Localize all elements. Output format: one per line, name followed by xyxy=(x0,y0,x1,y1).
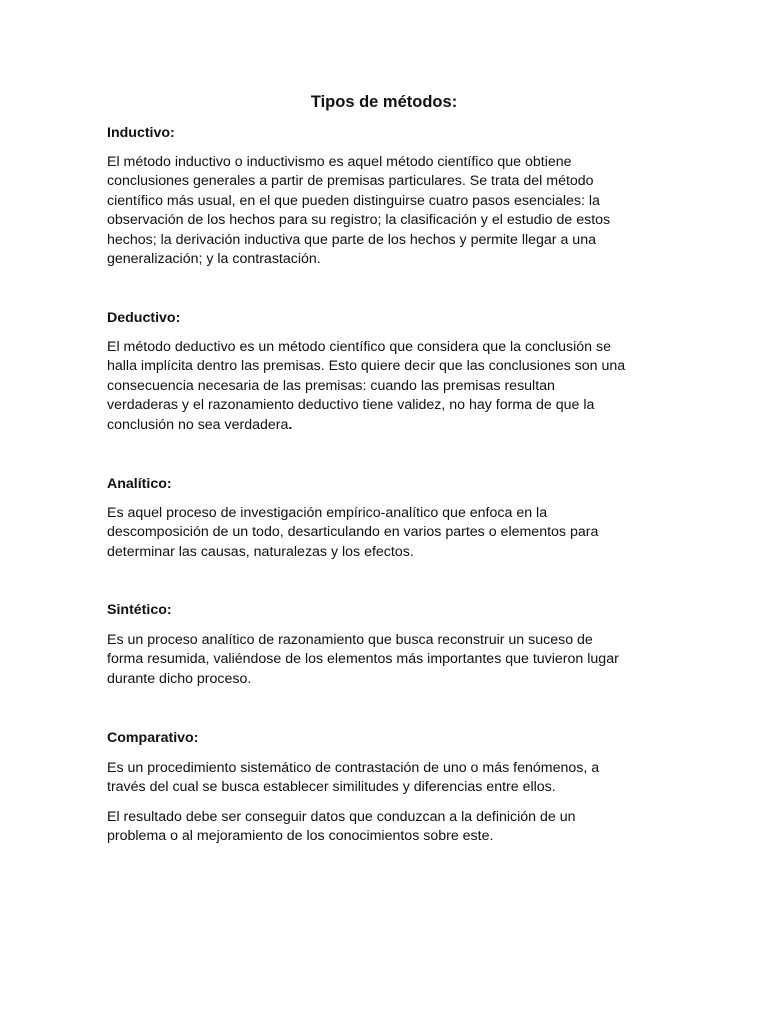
section-paragraph-analitico: Es aquel proceso de investigación empírico-analítico que enfoca en la descomposición de un todo, desarticulando en varios partes o elementos para determinar las causas, naturalezas y los efectos. xyxy=(107,505,599,560)
page-title: Tipos de métodos: xyxy=(310,93,458,111)
section-paragraph-deductivo xyxy=(107,338,667,435)
section-paragraph-deductivo-period: . xyxy=(288,416,293,433)
section-paragraph-deductivo-text: El método deductivo es un método científico que considera que la conclusión se halla implícita dentro las premisas. Esto quiere decir que las conclusiones son una consecuencia necesaria de las premisas: cuando las premisas resultan verdaderas y el razonamiento deductivo tiene validez, no hay forma de que la conclusión no sea verdadera xyxy=(107,339,626,433)
section-heading-comparativo: Comparativo: xyxy=(107,730,199,746)
section-paragraph-sintetico: Es un proceso analítico de razonamiento que busca reconstruir un suceso de forma resumida, valiéndose de los elementos más importantes que tuvieron lugar durante dicho proceso. xyxy=(107,632,619,687)
section-paragraph-comparativo-2: El resultado debe ser conseguir datos que conduzcan a la definición de un problema o al mejoramiento de los conocimientos sobre este. xyxy=(107,809,576,845)
section-paragraph-comparativo-1: Es un procedimiento sistemático de contrastación de uno o más fenómenos, a través del cual se busca establecer similitudes y diferencias entre ellos. xyxy=(107,760,600,796)
section-paragraph-inductivo: El método inductivo o inductivismo es aquel método científico que obtiene conclusiones generales a partir de premisas particulares. Se trata del método científico más usual, en el que pueden distinguirse cuatro pasos esenciales: la observación de los hechos para su registro; la clasificación y el estudio de estos hechos; la derivación inductiva que parte de los hechos y permite llegar a una generalización; y la contrastación. xyxy=(107,154,611,268)
section-heading-sintetico: Sintético: xyxy=(107,602,172,618)
section-heading-analitico: Analítico: xyxy=(107,476,172,492)
section-heading-inductivo: Inductivo: xyxy=(107,125,175,141)
section-heading-deductivo: Deductivo: xyxy=(107,310,181,326)
